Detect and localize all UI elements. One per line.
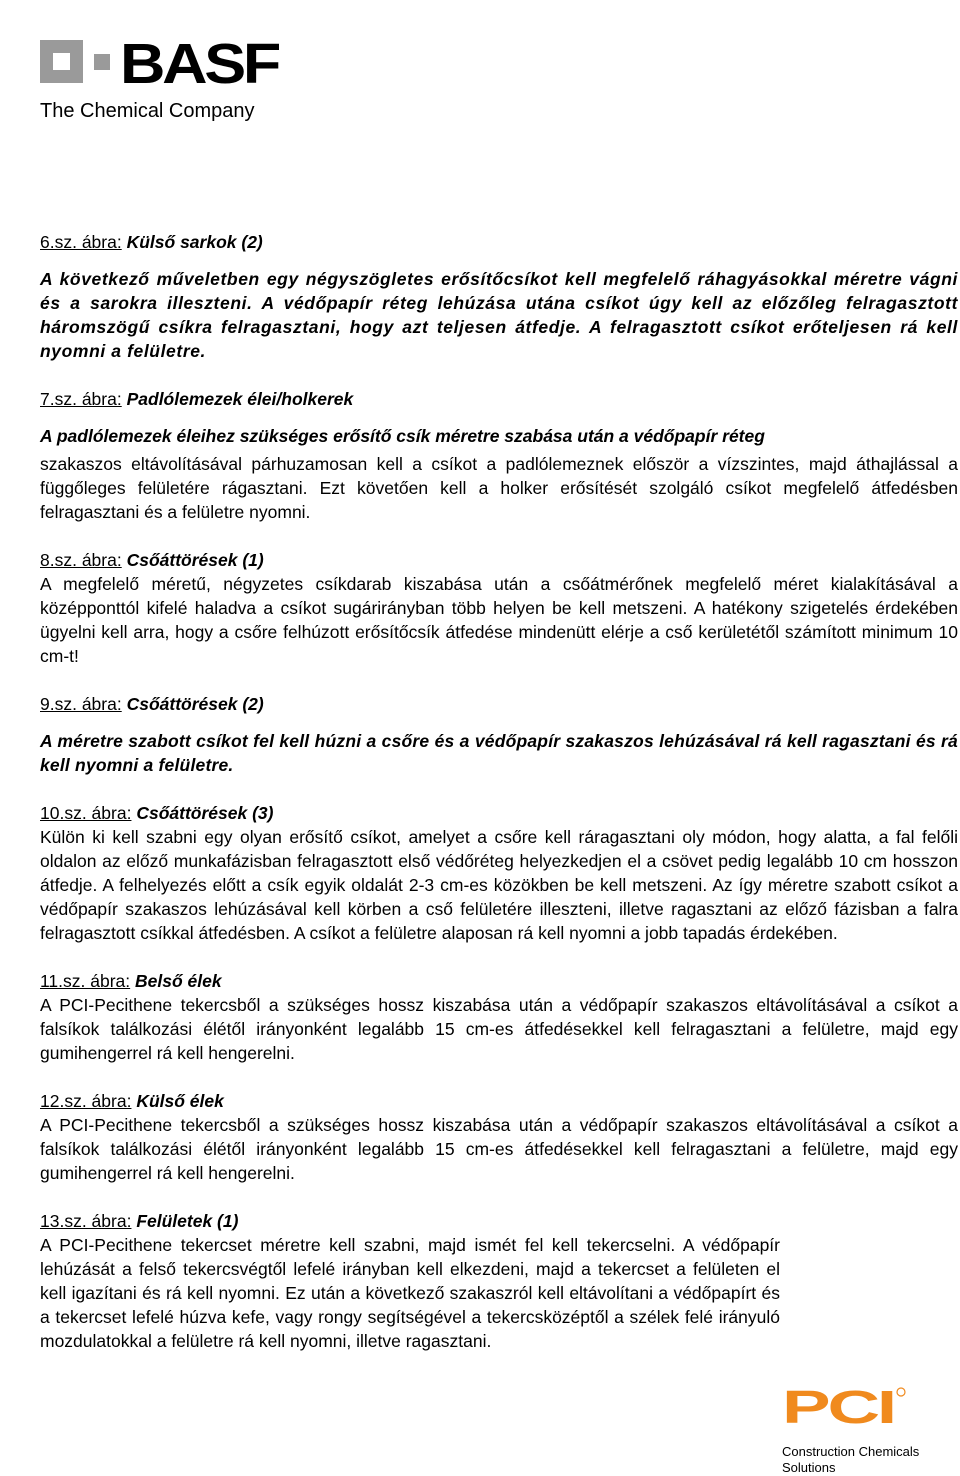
pci-tagline: Construction Chemicals Solutions <box>782 1444 920 1475</box>
section-text: A PCI-Pecithene tekercsből a szükséges hossz kiszabása után a védőpapír szakaszos eltávolításával a csíkot a falsíkok találkozási élétől irányonként legalább 15 cm-es átfedésekkel kell felragasztani a felületre, majd egy gumihengerrel rá kell hengerelni. <box>40 995 958 1063</box>
basf-logo <box>40 40 280 90</box>
figure-caption <box>40 548 958 572</box>
section-figure-12 <box>40 1089 958 1185</box>
basf-logo-inner-square <box>53 53 70 70</box>
figure-title: Csőáttörések (1) <box>126 550 264 570</box>
figure-title: Csőáttörések (3) <box>136 803 274 823</box>
figure-title: Padlólemezek élei/holkerek <box>126 389 354 409</box>
section-figure-9 <box>40 692 958 777</box>
section-figure-13 <box>40 1209 958 1353</box>
figure-number: 13.sz. ábra: <box>40 1211 132 1231</box>
section-text: szakaszos eltávolításával párhuzamosan kell a csíkot a padlólemeznek először a vízszintes, majd áthajlással a függőleges felületére rágasztani. Ezt követően kell a holker erősítését szolgáló csíkot megfelelő átfedésben felragasztani és a felületre nyomni. <box>40 454 958 522</box>
figure-number: 8.sz. ábra: <box>40 550 122 570</box>
pci-logo-mark <box>782 1385 907 1427</box>
registered-mark-icon <box>897 1388 905 1396</box>
basf-logo-mark <box>40 40 280 85</box>
figure-caption <box>40 1209 958 1233</box>
document-body <box>40 230 958 1377</box>
figure-title: Felületek (1) <box>136 1211 239 1231</box>
figure-number: 12.sz. ábra: <box>40 1091 132 1111</box>
figure-title: Külső sarkok (2) <box>126 232 263 252</box>
figure-caption <box>40 387 958 411</box>
figure-caption <box>40 969 958 993</box>
section-figure-8 <box>40 548 958 668</box>
figure-number: 10.sz. ábra: <box>40 803 132 823</box>
figure-number: 6.sz. ábra: <box>40 232 122 252</box>
figure-title: Külső élek <box>136 1091 224 1111</box>
figure-title: Csőáttörések (2) <box>126 694 264 714</box>
figure-number: 7.sz. ábra: <box>40 389 122 409</box>
section-lead-text: A padlólemezek éleihez szükséges erősítő csík méretre szabása után a védőpapír réteg <box>40 426 765 446</box>
section-text: A PCI-Pecithene tekercsből a szükséges hossz kiszabása után a védőpapír szakaszos eltávolításával a csíkot a falsíkok találkozási élétől irányonként legalább 15 cm-es átfedésekkel kell felragasztani a felületre, majd egy gumihengerrel rá kell hengerelni. <box>40 1115 958 1183</box>
section-text: A megfelelő méretű, négyzetes csíkdarab kiszabása után a csőátmérőnek megfelelő méret kialakításával a középponttól kifelé haladva a csíkot sugárirányban több helyen be kell metszeni. A hatékony szigetelés érdekében ügyelni kell arra, hogy a csőre felhúzott erősítőcsík átfedése mindenütt elérje a cső kerületétől számított minimum 10 cm-t! <box>40 574 958 666</box>
figure-number: 9.sz. ábra: <box>40 694 122 714</box>
section-text: A méretre szabott csíkot fel kell húzni a csőre és a védőpapír szakaszos lehúzásával rá kell ragasztani és rá kell nyomni a felületre. <box>40 731 958 775</box>
section-figure-11 <box>40 969 958 1065</box>
figure-caption <box>40 692 958 716</box>
section-text: Külön ki kell szabni egy olyan erősítő csíkot, amelyet a csőre kell ráragasztani oly módon, hogy alatta, a fal felőli oldalon az előző munkafázisban felragasztott első védőréteg helyezkedjen el a csövet pedig legalább 10 cm hosszon átfedje. A felhelyezés előtt a csík egyik oldalát 2-3 cm-es közökben be kell metszeni. Az így méretre szabott csíkot a védőpapír szakaszos lehúzásával kell körben a cső felületére illeszteni, illetve ragasztani az előző fázisban a falra felragasztott csíkkal átfedésben. A csíkot a felületre alaposan rá kell nyomni a jobb tapadás érdekében. <box>40 827 958 943</box>
basf-logo-text: BASF <box>120 40 280 85</box>
section-figure-6 <box>40 230 958 363</box>
figure-title: Belső élek <box>135 971 222 991</box>
figure-caption <box>40 801 958 825</box>
section-text: A következő műveletben egy négyszögletes erősítőcsíkot kell megfelelő ráhagyásokkal méretre vágni és a sarokra illeszteni. A védőpapír réteg lehúzása utána csíkot úgy kell az előzőleg felragasztott háromszögű csíkra felragasztani, hogy azt teljesen átfedje. A felragasztott csíkot erőteljesen rá kell nyomni a felületre. <box>40 269 958 361</box>
figure-caption <box>40 1089 958 1113</box>
figure-caption <box>40 230 958 254</box>
pci-logo-text: PCI <box>782 1385 894 1427</box>
section-figure-10 <box>40 801 958 945</box>
figure-number: 11.sz. ábra: <box>40 971 131 991</box>
basf-tagline: The Chemical Company <box>40 100 255 122</box>
basf-logo-small-square <box>94 54 110 70</box>
section-figure-7 <box>40 387 958 524</box>
section-text: A PCI-Pecithene tekercset méretre kell szabni, majd ismét fel kell tekercselni. A védőpapír lehúzását a felső tekercsvégtől lefelé irányban kell elkezdeni, majd a tekercset a felületen el kell igazítani és rá kell nyomni. Ez után a következő szakaszról kell eltávolítani a védőpapírt és a tekercset lefelé húzva kefe, vagy rongy segítségével a tekercsközéptől a szélek felé irányuló mozdulatokkal a felületre rá kell nyomni, illetve ragasztani. <box>40 1235 780 1351</box>
pci-logo <box>782 1385 907 1432</box>
